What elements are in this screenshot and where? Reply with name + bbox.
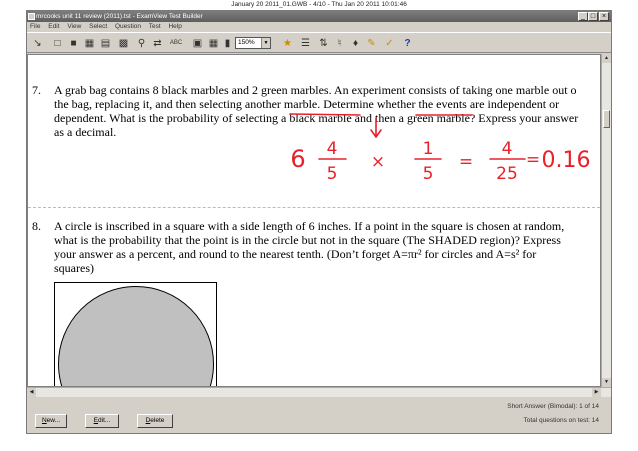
equals-sign-2: =	[525, 150, 541, 170]
fraction-1-numerator: 4	[326, 139, 338, 159]
delete-button-mnemonic: D	[145, 417, 151, 424]
horizontal-scrollbar[interactable]	[27, 387, 611, 397]
question-line: as a decimal.	[54, 125, 117, 139]
new-button-label: ew...	[46, 417, 61, 424]
list-icon[interactable]: ☰	[301, 38, 310, 49]
fraction-2-numerator: 1	[422, 139, 434, 159]
scroll-up-icon[interactable]: ▲	[602, 54, 611, 63]
answer-value: 0.16	[541, 148, 591, 173]
menu-question[interactable]: Question	[115, 23, 142, 30]
window-title: mrcooks unit 11 review (2011).tst - ExamView Test Builder	[36, 13, 203, 20]
handwritten-annotation	[28, 55, 601, 387]
menu-help[interactable]: Help	[168, 23, 182, 30]
scroll-down-icon[interactable]: ▼	[602, 378, 611, 387]
book-icon[interactable]: ▮	[224, 38, 231, 49]
question-line: what is the probability that the point is in the circle but not in the square (The SHADED region)? Express	[54, 233, 561, 247]
annotation-strokes	[290, 114, 525, 159]
scramble-icon[interactable]: ♦	[352, 38, 359, 49]
sort-icon[interactable]: ⇅	[319, 38, 328, 49]
scroll-left-icon[interactable]: ◀	[27, 388, 36, 397]
page-header: January 20 2011_01.GWB - 4/10 - Thu Jan 20 2011 10:01:46	[231, 1, 407, 8]
times-sign: ×	[370, 152, 386, 172]
menu-file[interactable]: File	[30, 23, 41, 30]
maximize-button[interactable]: □	[588, 12, 598, 21]
total-questions-status: Total questions on test: 14	[523, 417, 599, 424]
question-line: squares)	[54, 261, 94, 275]
fraction-3-denominator: 25	[496, 164, 518, 184]
question-line: your answer as a percent, and round to the nearest tenth. (Don’t forget A=πr² for circles and A=s² for	[54, 247, 537, 261]
open-folder-icon[interactable]: ■	[70, 38, 77, 49]
zoom-value: 150%	[238, 39, 255, 46]
delete-button-label: elete	[150, 417, 165, 424]
test-wizard-icon[interactable]: ★	[283, 38, 292, 49]
chevron-down-icon[interactable]: ▼	[261, 38, 270, 48]
minimize-button[interactable]: _	[578, 12, 588, 21]
scroll-thumb[interactable]	[603, 110, 610, 128]
vertical-scrollbar[interactable]	[601, 54, 611, 387]
annotation-text	[290, 139, 590, 184]
clipboard-icon[interactable]: ▤	[100, 38, 111, 49]
app-icon	[28, 13, 35, 20]
spellcheck-icon[interactable]: ABC	[169, 40, 183, 46]
question-type-status: Short Answer (Bimodal): 1 of 14	[507, 403, 599, 410]
question-line: the bag, replacing it, and then selecting another marble. Determine whether the events are independent or	[54, 97, 560, 111]
edit-button-label: dit...	[98, 417, 111, 424]
menu-test[interactable]: Test	[148, 23, 161, 30]
question-number: 7.	[32, 83, 41, 97]
fraction-1-denominator: 5	[326, 164, 338, 184]
replace-icon[interactable]: ⇄	[153, 38, 162, 49]
scroll-right-icon[interactable]: ▶	[592, 388, 601, 397]
question-line: A grab bag contains 8 black marbles and 2 green marbles. An experiment consists of taking one marble out o	[54, 83, 577, 97]
delete-button[interactable]	[137, 414, 173, 428]
print-icon[interactable]: ▩	[118, 38, 129, 49]
app-window	[26, 10, 612, 434]
new-button[interactable]	[35, 414, 67, 428]
question-line: dependent. What is the probability of selecting a black marble and then a green marble? Express your answer	[54, 111, 579, 125]
menu-select[interactable]: Select	[89, 23, 108, 30]
new-document-icon[interactable]: □	[54, 38, 61, 49]
edit-icon[interactable]: ✎	[367, 38, 376, 49]
fraction-3-numerator: 4	[501, 139, 513, 159]
new-button-mnemonic: N	[41, 417, 47, 424]
shuffle-icon[interactable]: ♮	[337, 38, 342, 49]
pointer-icon[interactable]: ↘	[33, 38, 42, 49]
grid-icon[interactable]: ▦	[208, 38, 219, 49]
question-number: 8.	[32, 219, 41, 233]
question-line: A circle is inscribed in a square with a side length of 6 inches. If a point in the square is chosen at random,	[54, 219, 565, 233]
underline-black-marble	[290, 114, 360, 115]
equals-sign-1: =	[458, 152, 474, 172]
zoom-select[interactable]	[235, 37, 271, 49]
find-icon[interactable]: ⚲	[137, 38, 146, 49]
document-area[interactable]	[27, 54, 601, 387]
title-bar	[27, 11, 611, 22]
edit-button-mnemonic: E	[93, 417, 99, 424]
screen-icon[interactable]: ▣	[192, 38, 203, 49]
check-icon[interactable]: ✓	[385, 38, 394, 49]
edit-button[interactable]	[85, 414, 119, 428]
close-button[interactable]: ×	[599, 12, 609, 21]
toolbar	[27, 32, 611, 53]
annotation-marker: 6	[290, 145, 306, 173]
menu-bar	[27, 22, 611, 32]
menu-edit[interactable]: Edit	[48, 23, 60, 30]
menu-view[interactable]: View	[67, 23, 82, 30]
save-icon[interactable]: ▦	[84, 38, 95, 49]
help-icon[interactable]: ?	[404, 38, 411, 49]
fraction-2-denominator: 5	[422, 164, 434, 184]
